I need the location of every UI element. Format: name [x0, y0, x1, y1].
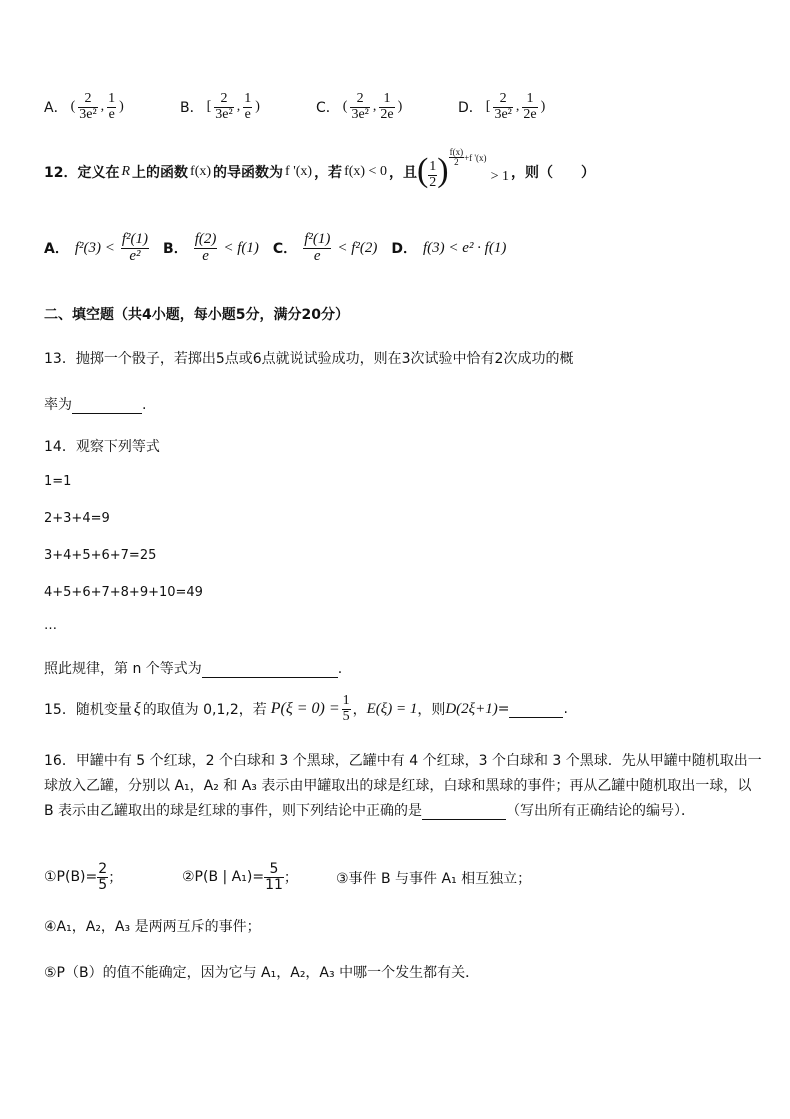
numerator: 2	[78, 92, 97, 108]
exponent-tail: +f '(x)	[464, 152, 487, 163]
q15-text: 的取值为 0,1,2，若	[142, 702, 267, 719]
statement-text: ②P(B | A₁)=	[182, 869, 265, 886]
answer-blank[interactable]	[202, 661, 338, 678]
q12-text: 12．定义在	[44, 165, 120, 182]
q16-statement-5: ⑤P（B）的值不能确定，因为它与 A₁，A₂，A₃ 中哪一个发生都有关．	[44, 965, 480, 981]
q16-line2: 球放入乙罐，分别以 A₁，A₂ 和 A₃ 表示由甲罐取出的球是红球，白球和黑球的事件；再从乙罐中随机取出一球，以	[44, 778, 752, 794]
q13-line1: 13．抛掷一个骰子，若掷出5点或6点就说试验成功，则在3次试验中恰有2次成功的概	[44, 351, 574, 367]
bracket-close: )	[119, 99, 124, 115]
numerator: f(2)	[194, 231, 217, 247]
numerator: 1	[244, 91, 252, 106]
q15	[44, 694, 568, 724]
q15-text: 15．随机变量	[44, 702, 132, 719]
bracket-open: [	[206, 99, 212, 115]
answer-blank[interactable]	[422, 803, 506, 820]
numerator: f(x)	[449, 147, 464, 157]
q12-text: 的导函数为	[213, 165, 284, 182]
bracket-close: )	[397, 99, 403, 115]
numerator: 1	[108, 91, 116, 106]
q12-options	[44, 232, 506, 265]
denominator: 2	[429, 174, 437, 190]
bracket-close: )	[255, 99, 260, 115]
denominator: 2	[454, 157, 459, 168]
exponent	[449, 148, 487, 168]
math-fprime: f '(x)	[285, 164, 313, 180]
numerator: 2	[214, 92, 233, 108]
denominator: 5	[98, 876, 108, 893]
statement-text: ；	[108, 870, 123, 887]
numerator: 1	[429, 159, 437, 174]
math-expr: f²(3) <	[74, 239, 115, 256]
denominator: e	[244, 106, 251, 122]
bracket-open: (	[70, 99, 76, 115]
option-letter: D．	[391, 241, 417, 258]
answer-blank[interactable]	[72, 397, 142, 414]
math-expr: f(3) < e² · f(1)	[423, 239, 507, 256]
math-expr: < f²(2)	[337, 239, 378, 256]
math-fx: f(x)	[190, 164, 212, 180]
q16-statement-1	[44, 862, 122, 892]
math-variance: D(2ξ+1)	[445, 700, 498, 717]
math-expectation: E(ξ) = 1	[366, 700, 418, 717]
q14-title: 14．观察下列等式	[44, 439, 160, 455]
q13-line2	[44, 394, 146, 414]
q15-text: =	[497, 701, 510, 718]
q12-stem	[44, 147, 595, 190]
q16-line1: 16．甲罐中有 5 个红球，2 个白球和 3 个黑球，乙罐中有 4 个红球，3 个白球和 3 个黑球．先从甲罐中随机取出一	[44, 753, 762, 769]
numerator: 2	[350, 92, 369, 108]
q16-statement-2	[182, 862, 298, 892]
denominator: e	[313, 247, 321, 264]
bracket-open: [	[485, 99, 491, 115]
section-heading: 二、填空题（共4小题，每小题5分，满分20分）	[44, 307, 349, 323]
q14-ellipsis: …	[44, 618, 57, 633]
denominator: e	[202, 247, 209, 264]
option-letter: A．	[44, 241, 69, 258]
math-prob: P(ξ = 0) =	[270, 700, 340, 718]
denominator: 3e²	[215, 106, 233, 122]
q14-end: .	[337, 661, 343, 677]
math-expr: < f(1)	[223, 239, 259, 256]
q16-statement-4: ④A₁，A₂，A₃ 是两两互斥的事件；	[44, 919, 261, 935]
denominator: 2e	[380, 106, 394, 122]
q15-end: .	[563, 701, 568, 718]
q14-eq: 3+4+5+6+7=25	[44, 548, 157, 563]
math-xi: ξ	[133, 700, 141, 718]
option-letter: D．	[458, 100, 483, 117]
math-condition: f(x) < 0	[344, 164, 387, 180]
numerator: 1	[379, 92, 394, 108]
option-letter: C．	[316, 100, 340, 117]
option-letter: B．	[180, 100, 204, 117]
answer-blank[interactable]	[509, 701, 563, 718]
q12-text: ，若	[314, 165, 343, 182]
q14-eq: 2+3+4=9	[44, 511, 110, 526]
numerator: 2	[98, 861, 108, 877]
option-letter: B．	[163, 241, 188, 258]
q16-line3	[44, 800, 695, 820]
q16-statement-3: ③事件 B 与事件 A₁ 相互独立；	[336, 871, 532, 887]
q15-text: ，则	[417, 702, 446, 719]
denominator: 3e²	[494, 106, 512, 122]
numerator: 2	[493, 92, 512, 108]
q13-text: 率为	[44, 397, 72, 413]
q14-text: 照此规律，第 n 个等式为	[44, 661, 202, 677]
statement-text: ；	[283, 870, 298, 887]
statement-text: ①P(B)=	[44, 869, 98, 886]
q14-eq: 1=1	[44, 474, 72, 489]
q14-eq: 4+5+6+7+8+9+10=49	[44, 585, 203, 600]
bracket-close: )	[540, 99, 546, 115]
math-gt: > 1	[490, 169, 509, 185]
denominator: 11	[265, 876, 283, 893]
numerator: f²(1)	[304, 231, 331, 247]
q11-option-b: B． [ $\frac{2}{\text{3e²}}$ , $\frac{1}{e}$ )	[180, 91, 260, 122]
numerator: 1	[342, 693, 350, 708]
q12-text: ，且	[388, 165, 417, 182]
q16-text: （写出所有正确结论的编号）．	[506, 803, 696, 819]
math-power-expression: ( $\frac{1}{2}$ ) $\frac{f(x)}{2}$ +f '(x)	[416, 147, 487, 190]
q12-text: ，则（ ）	[510, 165, 595, 182]
q11-option-a: A． ( $\frac{2}{\text{3e²}}$ , $\frac{1}{e}$ )	[44, 91, 124, 122]
option-letter: A．	[44, 100, 68, 117]
q14-last	[44, 658, 342, 678]
denominator: e	[108, 106, 115, 122]
denominator: 5	[342, 708, 350, 724]
q15-text: ，	[352, 702, 367, 719]
q13-end: .	[142, 397, 147, 413]
math-R: R	[121, 164, 131, 180]
q11-option-c: C． ( $\frac{2}{\text{3e²}}$ , $\frac{1}{2e}$ )	[316, 91, 403, 122]
q16-text: B 表示由乙罐取出的球是红球的事件，则下列结论中正确的是	[44, 803, 423, 819]
numerator: f²(1)	[121, 231, 149, 247]
numerator: 5	[264, 862, 284, 878]
denominator: 2e	[523, 106, 537, 122]
denominator: 3e²	[79, 106, 97, 122]
bracket-open: (	[342, 99, 348, 115]
numerator: 1	[522, 92, 537, 108]
option-letter: C．	[272, 241, 298, 258]
denominator: e²	[129, 247, 141, 264]
q12-text: 上的函数	[132, 165, 189, 182]
q11-option-d: D． [ $\frac{2}{\text{3e²}}$ , $\frac{1}{2e}$ )	[458, 91, 546, 122]
denominator: 3e²	[351, 106, 369, 122]
